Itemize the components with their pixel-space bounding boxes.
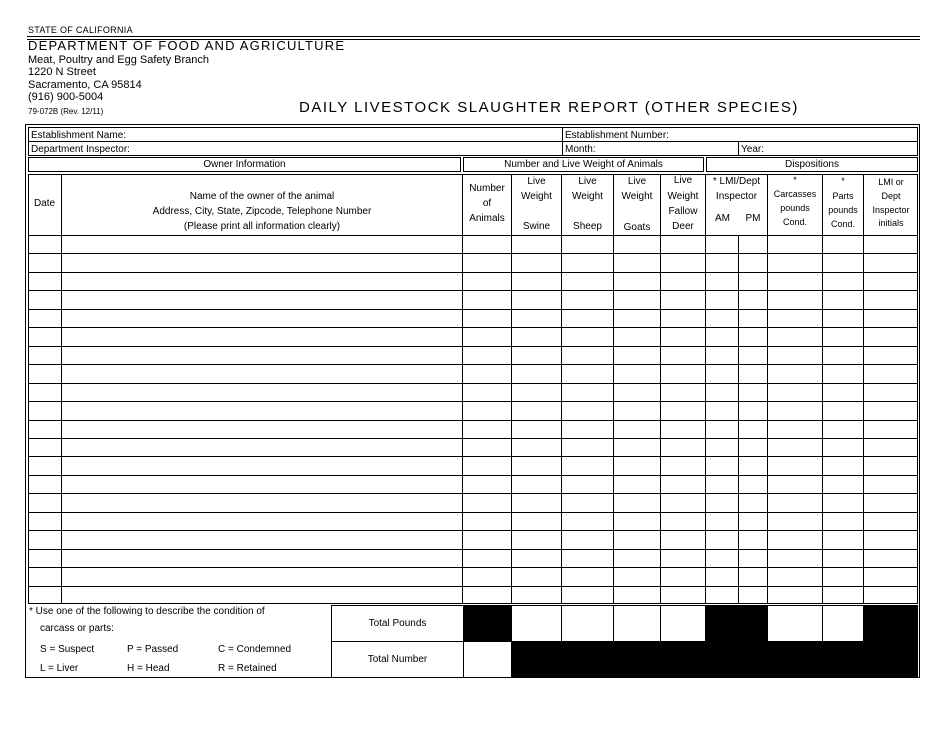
- row-divider: [28, 438, 918, 439]
- carcasses-header-1: *: [793, 175, 797, 185]
- col-divider: [561, 174, 562, 604]
- deer-header-1: Live: [673, 175, 693, 186]
- parts-header-4: Cond.: [830, 219, 856, 229]
- date-column-header: Date: [33, 198, 56, 209]
- establishment-name-label: Establishment Name:: [31, 130, 127, 141]
- state-label: STATE OF CALIFORNIA: [28, 25, 133, 35]
- row-divider: [28, 456, 918, 457]
- owner-column-header-line3: (Please print all information clearly): [183, 221, 341, 232]
- parts-header-2: Parts: [832, 191, 854, 201]
- code-retained: R = Retained: [218, 663, 277, 674]
- col-divider: [863, 174, 864, 604]
- carcasses-header-2: Carcasses: [773, 189, 817, 199]
- header-rule: [27, 36, 920, 37]
- row-divider: [28, 567, 918, 568]
- number-animals-header-2: of: [482, 198, 492, 209]
- animals-section-header: [463, 157, 704, 172]
- row-divider: [28, 364, 918, 365]
- owner-section-label: Owner Information: [203, 159, 286, 170]
- year-field[interactable]: [738, 141, 918, 156]
- initials-header-1: LMI or: [878, 177, 904, 187]
- row-divider: [28, 383, 918, 384]
- total-pounds-goats[interactable]: [613, 605, 661, 642]
- lmi-inspector-header-1: * LMI/Dept: [712, 176, 761, 187]
- sheep-header-2: Weight: [572, 191, 603, 202]
- goats-header-2: Weight: [621, 191, 653, 202]
- month-label: Month:: [565, 144, 596, 155]
- department-inspector-field[interactable]: [28, 141, 563, 156]
- row-divider: [28, 253, 918, 254]
- row-divider: [28, 475, 918, 476]
- total-pounds-label: Total Pounds: [368, 618, 427, 629]
- code-head: H = Head: [127, 663, 170, 674]
- row-divider: [28, 549, 918, 550]
- number-animals-header-1: Number: [469, 183, 505, 194]
- animals-section-label: Number and Live Weight of Animals: [504, 159, 663, 170]
- code-liver: L = Liver: [40, 663, 79, 674]
- parts-header-3: pounds: [828, 205, 858, 215]
- establishment-number-field[interactable]: [562, 127, 918, 142]
- deer-header-2: Weight: [667, 191, 699, 202]
- row-divider: [28, 290, 918, 291]
- number-animals-header-3: Animals: [469, 213, 505, 224]
- col-divider: [462, 174, 463, 604]
- entry-grid: [28, 174, 918, 604]
- form-number: 79-072B (Rev. 12/11): [28, 107, 104, 116]
- owner-section-header: [28, 157, 461, 172]
- row-divider: [28, 401, 918, 402]
- am-header: AM: [715, 213, 730, 224]
- code-passed: P = Passed: [127, 644, 179, 655]
- row-divider: [28, 346, 918, 347]
- dispositions-section-header: [706, 157, 918, 172]
- row-divider: [28, 420, 918, 421]
- lmi-inspector-header-2: Inspector: [715, 191, 758, 202]
- department-inspector-label: Department Inspector:: [31, 144, 130, 155]
- deer-header-4: Deer: [672, 221, 694, 232]
- row-divider: [28, 586, 918, 587]
- col-divider: [822, 174, 823, 604]
- row-divider: [28, 327, 918, 328]
- goats-header-1: Live: [627, 176, 647, 187]
- month-field[interactable]: [562, 141, 739, 156]
- total-pounds-initials-shaded: [864, 605, 918, 641]
- condition-note-line1: * Use one of the following to describe the condition of: [29, 606, 265, 617]
- col-divider: [511, 174, 512, 604]
- department-name: DEPARTMENT OF FOOD AND AGRICULTURE: [28, 38, 346, 53]
- initials-header-3: Inspector: [872, 205, 910, 215]
- grid-header-rule: [28, 235, 918, 236]
- row-divider: [28, 530, 918, 531]
- total-pounds-deer[interactable]: [660, 605, 706, 642]
- total-number-label-cell: [331, 641, 464, 678]
- swine-header-2: Weight: [521, 191, 552, 202]
- deer-header-3: Fallow: [668, 206, 698, 217]
- row-divider: [28, 493, 918, 494]
- condition-note-line2: carcass or parts:: [40, 623, 114, 634]
- phone-number: (916) 900-5004: [28, 91, 104, 103]
- col-divider: [61, 174, 62, 604]
- total-number-shaded: [512, 641, 918, 678]
- sheep-header-3: Sheep: [573, 221, 602, 232]
- owner-column-header-line1: Name of the owner of the animal: [189, 191, 335, 202]
- swine-header-1: Live: [527, 176, 546, 187]
- establishment-name-field[interactable]: [28, 127, 563, 142]
- total-pounds-carcasses[interactable]: [767, 605, 823, 642]
- initials-header-2: Dept: [881, 191, 901, 201]
- col-divider: [613, 174, 614, 604]
- dispositions-section-label: Dispositions: [785, 159, 839, 170]
- total-pounds-sheep[interactable]: [561, 605, 614, 642]
- total-pounds-label-cell: [331, 605, 464, 642]
- city-address: Sacramento, CA 95814: [28, 79, 142, 91]
- street-address: 1220 N Street: [28, 66, 96, 78]
- initials-header-4: initials: [878, 218, 904, 228]
- total-pounds-animals-shaded: [463, 605, 512, 641]
- total-pounds-swine[interactable]: [511, 605, 562, 642]
- total-pounds-inspector-shaded: [706, 605, 768, 641]
- row-divider: [28, 512, 918, 513]
- report-title: DAILY LIVESTOCK SLAUGHTER REPORT (OTHER SPECIES): [299, 99, 799, 116]
- swine-header-3: Swine: [522, 221, 551, 232]
- total-number-animals[interactable]: [463, 641, 512, 678]
- year-label: Year:: [741, 144, 764, 155]
- parts-header-1: *: [841, 176, 845, 186]
- row-divider: [28, 309, 918, 310]
- goats-header-3: Goats: [623, 222, 651, 233]
- col-divider: [767, 174, 768, 604]
- code-suspect: S = Suspect: [40, 644, 95, 655]
- sheep-header-1: Live: [578, 176, 597, 187]
- report-form: [25, 124, 920, 678]
- col-divider: [660, 174, 661, 604]
- branch-name: Meat, Poultry and Egg Safety Branch: [28, 54, 209, 66]
- carcasses-header-4: Cond.: [782, 217, 808, 227]
- pm-header: PM: [745, 213, 761, 224]
- total-number-label: Total Number: [367, 654, 428, 665]
- establishment-number-label: Establishment Number:: [565, 130, 669, 141]
- col-divider: [705, 174, 706, 604]
- owner-column-header-line2: Address, City, State, Zipcode, Telephone Number: [152, 206, 372, 217]
- carcasses-header-3: pounds: [780, 203, 810, 213]
- total-pounds-parts[interactable]: [822, 605, 864, 642]
- code-condemned: C = Condemned: [218, 644, 292, 655]
- row-divider: [28, 272, 918, 273]
